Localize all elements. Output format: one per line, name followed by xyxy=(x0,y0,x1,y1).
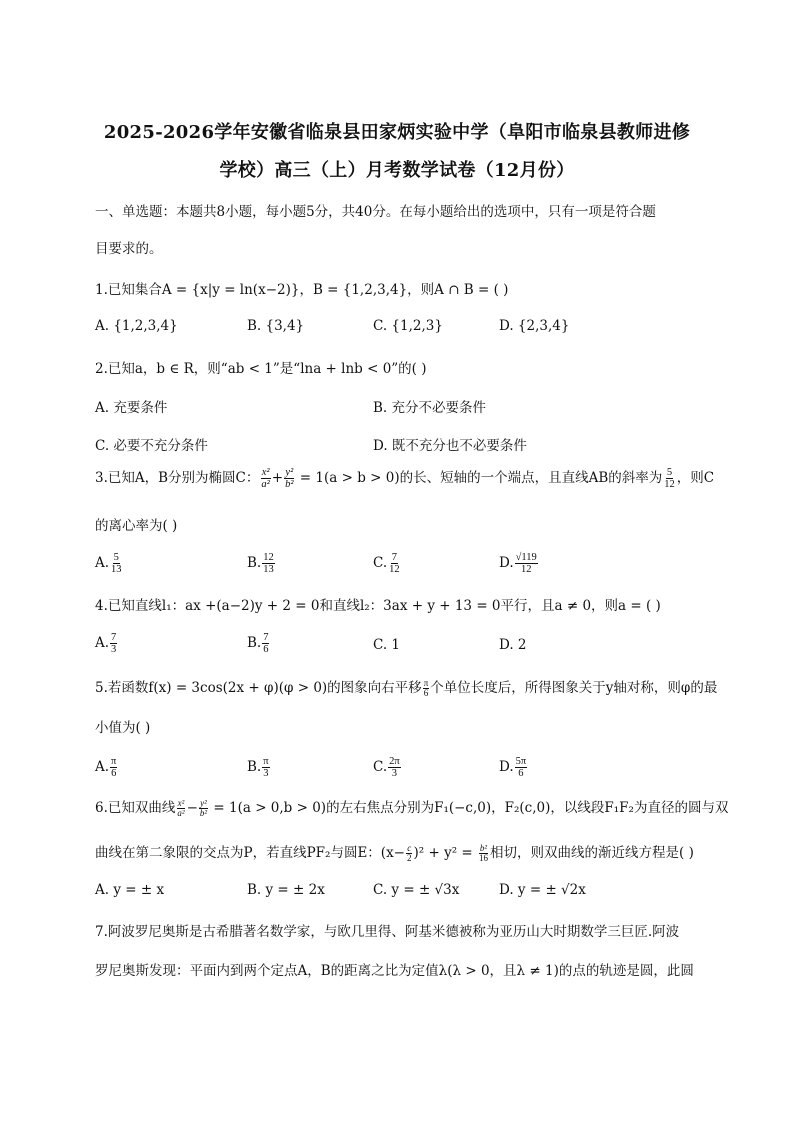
question-3-stem-prefix: 3.已知A，B分别为椭圆C： xyxy=(95,470,260,486)
question-6-stem-prefix: 6.已知双曲线 xyxy=(95,800,176,816)
ellipse-y-term: $\frac{\text{y²}}{\text{b²}}$ xyxy=(285,466,294,490)
question-3-option-d: D. $\frac{√119}{12}$ xyxy=(499,552,537,576)
hyperbola-x-term: $\frac{\text{x²}}{\text{a²}}$ xyxy=(177,797,185,818)
question-2-option-a: A. 充要条件 xyxy=(95,400,168,416)
question-7-line2: 罗尼奥斯发现：平面内到两个定点A，B的距离之比为定值λ(λ > 0，且λ ≠ 1)的点的轨迹是圆，此圆 xyxy=(95,963,694,979)
exam-title-line2: 学校）高三（上）月考数学试卷（12月份） xyxy=(219,160,575,181)
hyperbola-y-term: $\frac{\text{y²}}{\text{b²}}$ xyxy=(199,797,208,818)
c-over-2-fraction: $\frac{c}{2}$ xyxy=(407,842,412,863)
ellipse-x-term: $\frac{\text{x²}}{\text{a²}}$ xyxy=(261,466,270,490)
shift-fraction: $\frac{\pi}{6}$ xyxy=(423,677,429,698)
question-4-option-c: C. 1 xyxy=(373,637,401,653)
question-4-option-a: A. $\frac{7}{3}$ xyxy=(95,632,117,656)
b2-over-16-fraction: $\frac{\text{b²}}{16}$ xyxy=(479,842,489,863)
question-6-line2-prefix: 曲线在第二象限的交点为P，若直线PF₂与圆E：(x− xyxy=(95,845,405,861)
question-6-option-b: B. y = ± 2x xyxy=(247,882,325,898)
question-1-option-d: D. {2,3,4} xyxy=(499,318,570,334)
question-5-stem-prefix: 5.若函数f(x) = 3cos(2x + φ)(φ > 0)的图象向右平移 xyxy=(95,680,422,696)
question-3-stem-suffix: ，则C xyxy=(676,470,715,486)
question-7-line1: 7.阿波罗尼奥斯是古希腊著名数学家，与欧几里得、阿基米德被称为亚历山大时期数学三巨匠.阿波 xyxy=(95,924,680,940)
question-5-option-b: B. $\frac{\pi}{3}$ xyxy=(247,756,269,780)
question-2-stem: 2.已知a，b ∈ R，则“ab < 1”是“lna + lnb < 0”的( ) xyxy=(95,361,427,377)
question-4-stem: 4.已知直线l₁：ax +(a−2)y + 2 = 0和直线l₂：3ax + y + 13 = 0平行，且a ≠ 0，则a = ( ) xyxy=(95,598,661,614)
question-6-line2-suffix: 相切，则双曲线的渐近线方程是( ) xyxy=(490,845,694,861)
question-3-stem-middle: = 1(a > b > 0)的长、短轴的一个端点，且直线AB的斜率为 xyxy=(295,470,663,486)
question-5-stem-suffix: 个单位长度后，所得图象关于y轴对称，则φ的最 xyxy=(430,680,718,696)
question-3-option-a: A. $\frac{5}{13}$ xyxy=(95,552,122,576)
question-5-stem xyxy=(95,676,718,698)
slope-fraction: $\frac{5}{12}$ xyxy=(664,466,675,490)
question-1-option-c: C. {1,2,3} xyxy=(373,318,443,334)
exam-title-line1: 2025-2026学年安徽省临泉县田家炳实验中学（阜阳市临泉县教师进修 xyxy=(103,122,691,143)
question-5-option-d: D. $\frac{5\pi}{6}$ xyxy=(499,756,527,780)
question-2-option-b: B. 充分不必要条件 xyxy=(373,400,487,416)
question-4-option-b: B. $\frac{7}{6}$ xyxy=(247,632,269,656)
question-4-option-d: D. 2 xyxy=(499,637,527,653)
question-6-stem: 6.已知双曲线 $\frac{\text{x²}}{\text{a²}}$ − $\frac{\text{y²}}{\text{b²}}$ = 1(a > 0,b > 0)的左右焦点分别为F₁(−c,0)，F₂(c,0)，以线段F₁F₂为直径的圆与双 xyxy=(95,797,729,818)
question-6-stem-middle: = 1(a > 0,b > 0)的左右焦点分别为F₁(−c,0)，F₂(c,0)，以线段F₁F₂为直径的圆与双 xyxy=(209,800,729,816)
question-2-option-c: C. 必要不充分条件 xyxy=(95,438,208,454)
question-5-option-c: C. $\frac{2\pi}{3}$ xyxy=(373,756,400,780)
question-3-option-b: B. $\frac{12}{13}$ xyxy=(247,552,274,576)
section-heading-line1: 一、单选题：本题共8小题，每小题5分，共40分。在每小题给出的选项中，只有一项是符合题 xyxy=(95,204,656,220)
question-1-option-a: A. {1,2,3,4} xyxy=(95,318,178,334)
question-1-stem: 1.已知集合A = {x|y = ln(x−2)}，B = {1,2,3,4}，则A ∩ B = ( ) xyxy=(95,282,509,298)
question-5-stem-line2: 小值为( ) xyxy=(95,720,151,736)
question-3-stem: 3.已知A，B分别为椭圆C： $\frac{\text{x²}}{\text{a²}}$ + $\frac{\text{y²}}{\text{b²}}$ = 1(a > b > 0)的长、短轴的一个端点，且直线AB的斜率为 $\frac{5}{12}$ ，则C xyxy=(95,466,715,490)
question-6-line2-middle: )² + y² = xyxy=(413,845,478,861)
question-6-stem-line2 xyxy=(95,841,705,863)
question-1-option-b: B. {3,4} xyxy=(247,318,305,334)
question-3-stem-line2: 的离心率为( ) xyxy=(95,518,178,534)
question-6-option-c: C. y = ± √3x xyxy=(373,882,460,898)
question-2-option-d: D. 既不充分也不必要条件 xyxy=(373,438,527,454)
section-heading-line2: 目要求的。 xyxy=(95,241,163,257)
question-3-option-c: C. $\frac{7}{12}$ xyxy=(373,552,400,576)
question-5-option-a: A. $\frac{\pi}{6}$ xyxy=(95,756,117,780)
question-6-option-a: A. y = ± x xyxy=(95,882,165,898)
question-6-option-d: D. y = ± √2x xyxy=(499,882,586,898)
